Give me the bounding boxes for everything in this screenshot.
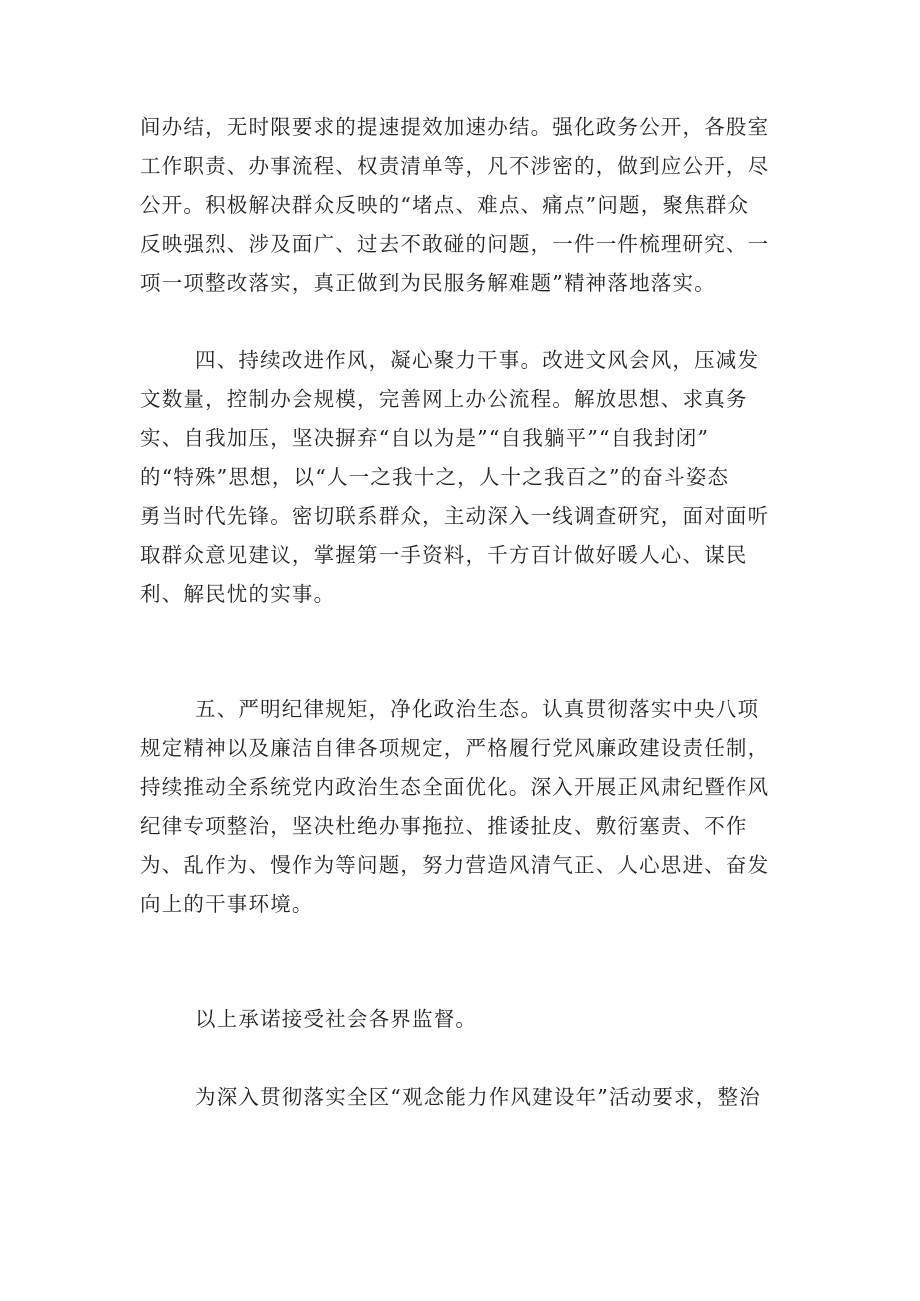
text-line: 间办结，无时限要求的提速提效加速办结。强化政务公开，各股室 — [140, 115, 770, 139]
text-line: 的“特殊”思想，以“人一之我十之，人十之我百之”的奋斗姿态 — [140, 465, 730, 489]
text-line: 四、持续改进作风，凝心聚力干事。改进文风会风，压减发 — [195, 348, 760, 372]
text-line: 持续推动全系统党内政治生态全面优化。深入开展正风肃纪暨作风 — [140, 775, 770, 799]
text-line: 取群众意见建议，掌握第一手资料，千方百计做好暖人心、谋民 — [140, 543, 748, 567]
paragraph-intro — [140, 1081, 780, 1113]
text-line: 项一项整改落实，真正做到为民服务解难题”精神落地落实。 — [140, 271, 716, 295]
text-line: 勇当时代先锋。密切联系群众，主动深入一线调查研究，面对面听 — [140, 504, 770, 528]
text-line: 规定精神以及廉洁自律各项规定，严格履行党风廉政建设责任制， — [140, 736, 770, 760]
paragraph-work-style — [140, 344, 780, 610]
paragraph-commitment — [140, 1003, 780, 1035]
text-line: 为、乱作为、慢作为等问题，努力营造风清气正、人心思进、奋发 — [140, 853, 770, 877]
paragraph-efficiency — [140, 111, 780, 299]
text-line: 纪律专项整治，坚决杜绝办事拖拉、推诿扯皮、敷衍塞责、不作 — [140, 814, 748, 838]
text-line: 为深入贯彻落实全区“观念能力作风建设年”活动要求，整治 — [195, 1085, 761, 1109]
text-line: 文数量，控制办会规模，完善网上办公流程。解放思想、求真务 — [140, 387, 748, 411]
paragraph-discipline — [140, 693, 780, 920]
text-line: 工作职责、办事流程、权责清单等，凡不涉密的，做到应公开，尽 — [140, 154, 770, 178]
text-line: 公开。积极解决群众反映的“堵点、难点、痛点”问题，聚焦群众 — [140, 193, 750, 217]
text-line: 五、严明纪律规矩，净化政治生态。认真贯彻落实中央八项 — [195, 697, 760, 721]
text-line: 以上承诺接受社会各界监督。 — [195, 1007, 478, 1031]
text-line: 反映强烈、涉及面广、过去不敢碰的问题，一件一件梳理研究、一 — [140, 232, 770, 256]
text-line: 向上的干事环境。 — [140, 892, 314, 916]
text-line: 利、解民忧的实事。 — [140, 582, 336, 606]
text-line: 实、自我加压，坚决摒弃“自以为是”“自我躺平”“自我封闭” — [140, 426, 710, 450]
